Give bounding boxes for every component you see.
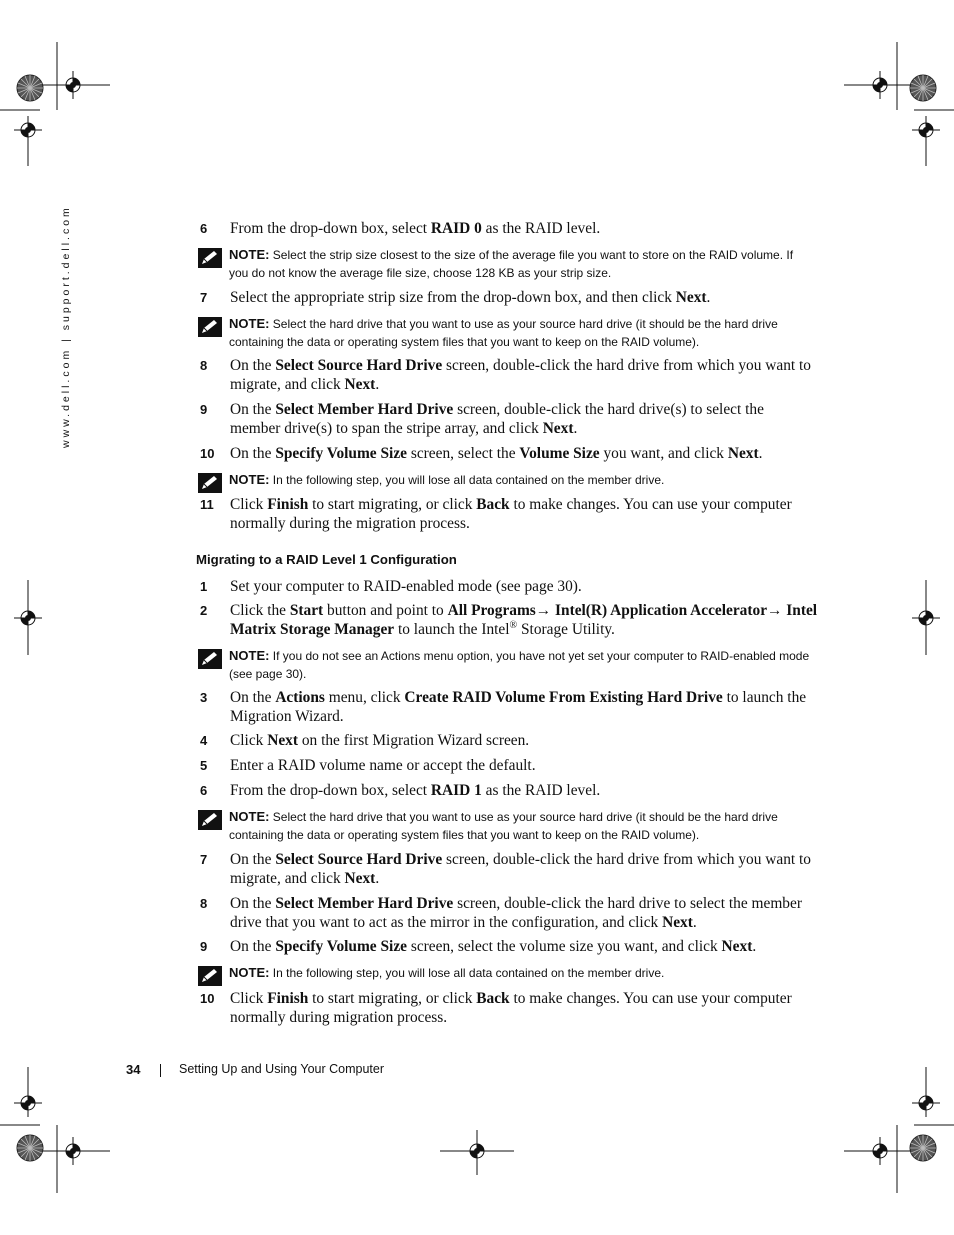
note-pencil-icon: [198, 248, 222, 268]
note-pencil-icon: [198, 810, 222, 830]
note-pencil-icon: [198, 317, 222, 337]
footer-divider: [160, 1064, 161, 1077]
note-pencil-icon: [198, 966, 222, 986]
page-number: 34: [126, 1062, 141, 1077]
footer-title: Setting Up and Using Your Computer: [179, 1062, 384, 1076]
section-heading: Migrating to a RAID Level 1 Configuration: [196, 552, 457, 567]
note-pencil-icon: [198, 473, 222, 493]
sidebar-url: www.dell.com | support.dell.com: [60, 205, 72, 448]
note-pencil-icon: [198, 649, 222, 669]
